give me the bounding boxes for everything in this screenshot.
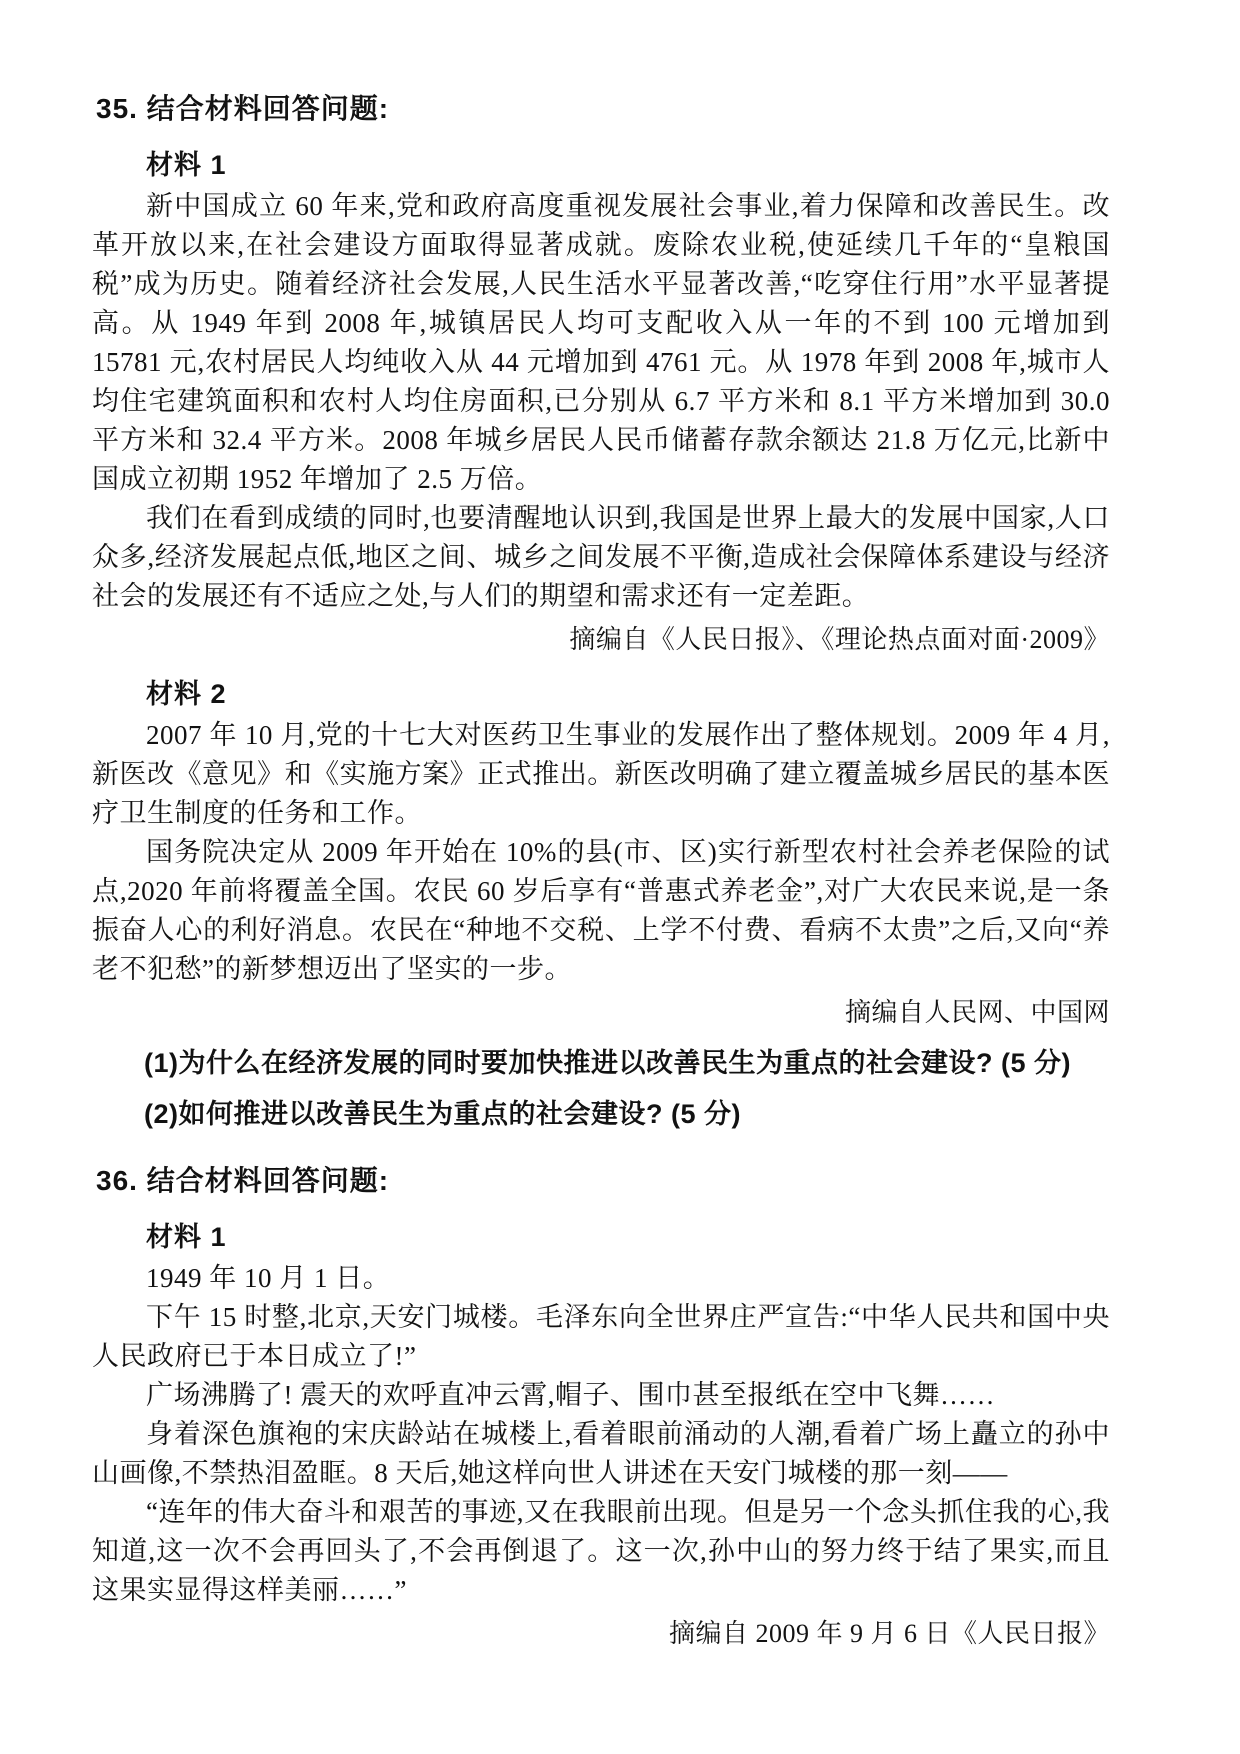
q35-material-1-label: 材料 1 xyxy=(146,150,227,180)
q35-subquestion-1: (1)为什么在经济发展的同时要加快推进以改善民生为重点的社会建设? (5 分) xyxy=(144,1048,1071,1078)
q36-material-1-paragraph-1: 1949 年 10 月 1 日。 xyxy=(146,1263,391,1293)
q35-material-1-paragraph-2: 我们在看到成绩的同时,也要清醒地认识到,我国是世界上最大的发展中国家,人口众多,经济发展起点低,地区之间、城乡之间发展不平衡,造成社会保障体系建设与经济社会的发展还有不适应之处,与人们的期望和需求还有一定差距。 xyxy=(92,503,1110,611)
q36-material-1-paragraph-5: “连年的伟大奋斗和艰苦的事迹,又在我眼前出现。但是另一个念头抓住我的心,我知道,这一次不会再回头了,不会再倒退了。这一次,孙中山的努力终于结了果实,而且这果实显得这样美丽……” xyxy=(92,1497,1110,1605)
question-36 xyxy=(92,1160,1110,1653)
q35-subquestion-2: (2)如何推进以改善民生为重点的社会建设? (5 分) xyxy=(144,1099,741,1129)
question-36-heading: 36. 结合材料回答问题: xyxy=(96,1165,390,1196)
q36-material-1-paragraph-2: 下午 15 时整,北京,天安门城楼。毛泽东向全世界庄严宣告:“中华人民共和国中央人民政府已于本日成立了!” xyxy=(92,1302,1110,1371)
q35-material-1-source: 摘编自《人民日报》、《理论热点面对面·2009》 xyxy=(569,625,1110,654)
q35-material-1-paragraph-1: 新中国成立 60 年来,党和政府高度重视发展社会事业,着力保障和改善民生。改革开放以来,在社会建设方面取得显著成就。废除农业税,使延续几千年的“皇粮国税”成为历史。随着经济社会发展,人民生活水平显著改善,“吃穿住行用”水平显著提高。从 1949 年到 2008 年,城镇居民人均可支配收入从一年的不到 100 元增加到 15781 元,农村居民人均纯收入从 44 元增加到 4761 元。从 1978 年到 2008 年,城市人均住宅建筑面积和农村人均住房面积,已分别从 6.7 平方米和 8.1 平方米增加到 30.0 平方米和 32.4 平方米。2008 年城乡居民人民币储蓄存款余额达 21.8 万亿元,比新中国成立初期 1952 年增加了 2.5 万倍。 xyxy=(92,191,1110,494)
q36-material-1-source: 摘编自 2009 年 9 月 6 日《人民日报》 xyxy=(668,1619,1110,1648)
q35-material-2-source: 摘编自人民网、中国网 xyxy=(844,998,1110,1027)
q35-material-2-label: 材料 2 xyxy=(146,679,227,709)
q36-material-1-paragraph-4: 身着深色旗袍的宋庆龄站在城楼上,看着眼前涌动的人潮,看着广场上矗立的孙中山画像,不禁热泪盈眶。8 天后,她这样向世人讲述在天安门城楼的那一刻—— xyxy=(92,1419,1110,1488)
q35-material-2-paragraph-2: 国务院决定从 2009 年开始在 10%的县(市、区)实行新型农村社会养老保险的试点,2020 年前将覆盖全国。农民 60 岁后享有“普惠式养老金”,对广大农民来说,是一条振奋人心的利好消息。农民在“种地不交税、上学不付费、看病不太贵”之后,又向“养老不犯愁”的新梦想迈出了坚实的一步。 xyxy=(92,837,1110,984)
question-35 xyxy=(92,88,1110,1134)
q35-material-2-paragraph-1: 2007 年 10 月,党的十七大对医药卫生事业的发展作出了整体规划。2009 年 4 月,新医改《意见》和《实施方案》正式推出。新医改明确了建立覆盖城乡居民的基本医疗卫生制度的任务和工作。 xyxy=(92,720,1110,828)
question-35-heading: 35. 结合材料回答问题: xyxy=(96,93,390,124)
q36-material-1-label: 材料 1 xyxy=(146,1222,227,1252)
q36-material-1-paragraph-3: 广场沸腾了! 震天的欢呼直冲云霄,帽子、围巾甚至报纸在空中飞舞…… xyxy=(146,1380,995,1410)
